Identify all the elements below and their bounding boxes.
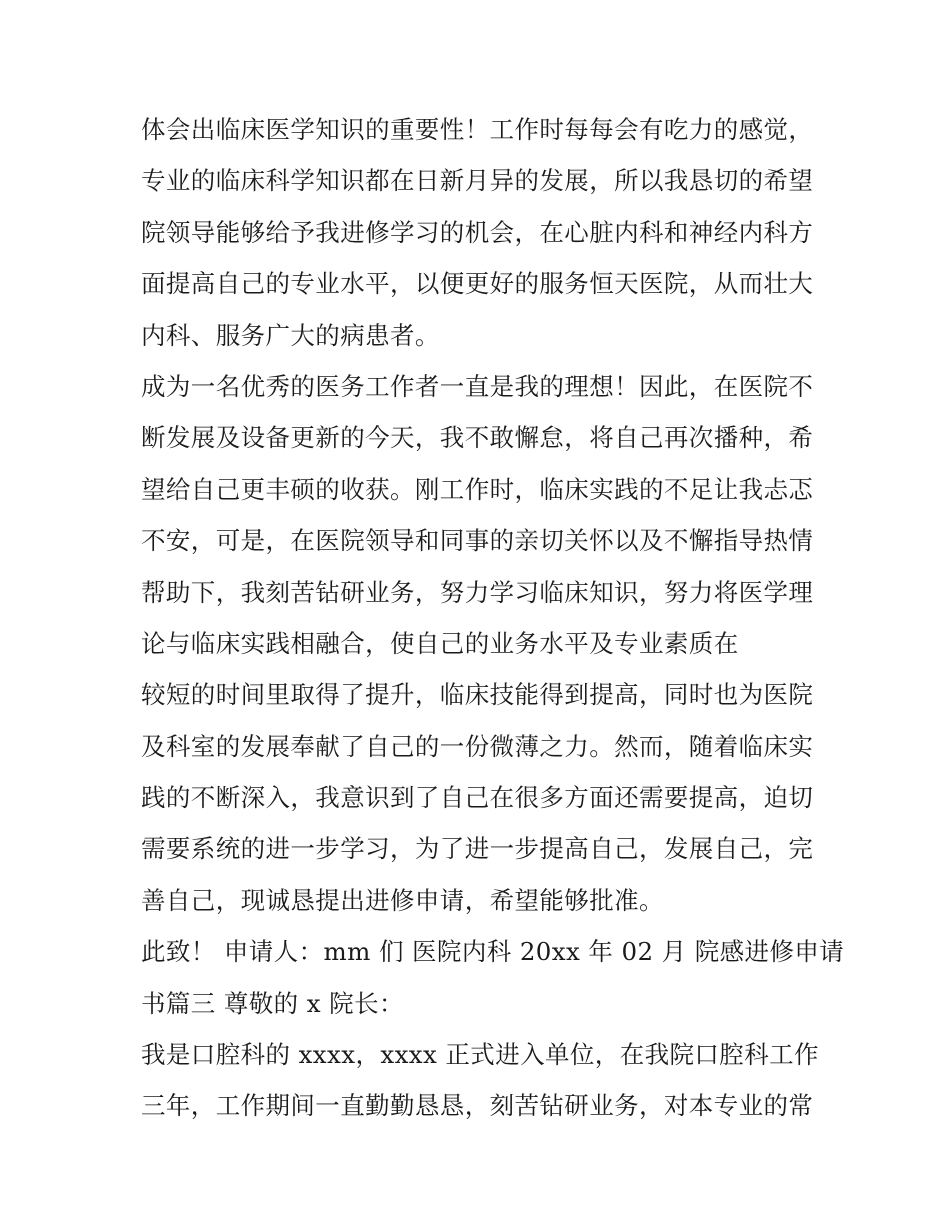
- text-line: 内科、服务广大的病患者。: [141, 320, 440, 350]
- text-line: 需要系统的进一步学习，为了进一步提高自己，发展自己，完: [141, 834, 814, 864]
- text-line: 成为一名优秀的医务工作者一直是我的理想！因此，在医院不: [141, 371, 814, 401]
- text-line: 不安，可是，在医院领导和同事的亲切关怀以及不懈指导热情: [141, 526, 814, 556]
- text-line: 三年，工作期间一直勤勤恳恳，刻苦钻研业务，对本专业的常: [141, 1091, 814, 1121]
- text-line: 践的不断深入，我意识到了自己在很多方面还需要提高，迫切: [141, 783, 814, 813]
- text-line: 我是口腔科的 xxxx，xxxx 正式进入单位，在我院口腔科工作: [141, 1040, 819, 1070]
- text-line: 论与临床实践相融合，使自己的业务水平及专业素质在: [141, 628, 739, 658]
- text-line: 院领导能够给予我进修学习的机会，在心脏内科和神经内科方: [141, 217, 814, 247]
- text-line: 面提高自己的专业水平，以便更好的服务恒天医院，从而壮大: [141, 269, 814, 299]
- text-line: 较短的时间里取得了提升，临床技能得到提高，同时也为医院: [141, 680, 814, 710]
- text-line: 体会出临床医学知识的重要性！工作时每每会有吃力的感觉，: [141, 115, 814, 144]
- text-line: 及科室的发展奉献了自己的一份微薄之力。然而，随着临床实: [141, 731, 814, 761]
- text-line: 此致！ 申请人：mm 们 医院内科 20xx 年 02 月 院感进修申请: [141, 937, 845, 967]
- text-line: 专业的临床科学知识都在日新月异的发展，所以我恳切的希望: [141, 166, 814, 196]
- text-line: 断发展及设备更新的今天，我不敢懈怠，将自己再次播种，希: [141, 423, 814, 453]
- text-line: 帮助下，我刻苦钻研业务，努力学习临床知识，努力将医学理: [141, 577, 814, 607]
- text-line: 书篇三 尊敬的 x 院长：: [141, 988, 404, 1018]
- text-line: 善自己，现诚恳提出进修申请，希望能够批准。: [141, 885, 664, 915]
- document-body: [141, 104, 845, 1132]
- text-line: 望给自己更丰硕的收获。刚工作时，临床实践的不足让我忐忑: [141, 474, 814, 504]
